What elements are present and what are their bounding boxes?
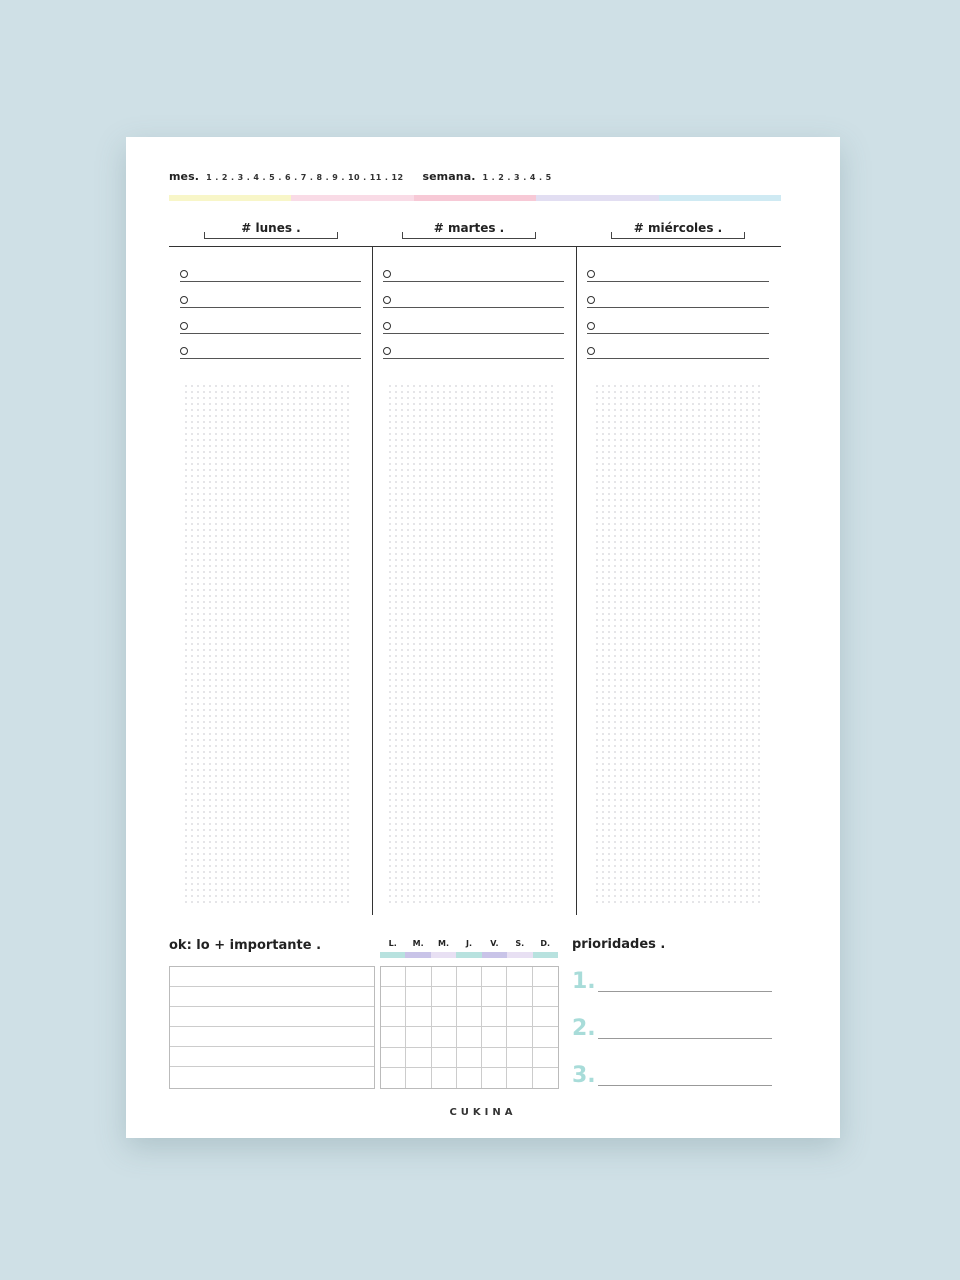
priority-number: 1. — [572, 969, 596, 994]
habit-cell[interactable] — [381, 1007, 406, 1027]
dot-grid — [594, 383, 764, 903]
day-header-martes — [402, 217, 536, 239]
habit-cell[interactable] — [482, 1068, 507, 1088]
habit-cell[interactable] — [482, 987, 507, 1007]
priority-item[interactable] — [572, 1016, 772, 1046]
dot-grid — [387, 383, 557, 903]
ok-row[interactable] — [170, 1047, 374, 1067]
habit-cell[interactable] — [533, 967, 558, 987]
habit-cell[interactable] — [432, 1007, 457, 1027]
habit-cell[interactable] — [507, 967, 532, 987]
habit-cell[interactable] — [432, 967, 457, 987]
priority-number: 3. — [572, 1063, 596, 1088]
priority-item[interactable] — [572, 969, 772, 999]
priority-item[interactable] — [572, 1063, 772, 1093]
habit-cell[interactable] — [533, 1027, 558, 1047]
header-divider — [169, 246, 781, 247]
habit-cell[interactable] — [457, 1027, 482, 1047]
habit-cell[interactable] — [457, 967, 482, 987]
task-item[interactable] — [180, 344, 361, 358]
habit-cell[interactable] — [507, 987, 532, 1007]
ok-section-title: ok: lo + importante . — [169, 938, 322, 953]
checkbox-circle-icon[interactable] — [180, 296, 188, 304]
habit-day-label: L. — [388, 939, 397, 948]
habit-cell[interactable] — [482, 1027, 507, 1047]
habit-cell[interactable] — [381, 967, 406, 987]
habit-cell[interactable] — [432, 1068, 457, 1088]
habit-cell[interactable] — [457, 1068, 482, 1088]
habit-cell[interactable] — [406, 1068, 431, 1088]
habit-cell[interactable] — [507, 1027, 532, 1047]
habit-cell[interactable] — [482, 1048, 507, 1068]
dot-grid — [183, 383, 353, 903]
checkbox-circle-icon[interactable] — [383, 347, 391, 355]
priority-number: 2. — [572, 1016, 596, 1041]
habit-cell[interactable] — [457, 1048, 482, 1068]
checkbox-circle-icon[interactable] — [383, 322, 391, 330]
task-item[interactable] — [383, 344, 564, 358]
checkbox-circle-icon[interactable] — [180, 322, 188, 330]
habit-day-label: D. — [540, 939, 551, 948]
habit-cell[interactable] — [482, 967, 507, 987]
color-bar — [169, 195, 781, 201]
checkbox-circle-icon[interactable] — [383, 296, 391, 304]
ok-row[interactable] — [170, 1067, 374, 1086]
habit-cell[interactable] — [507, 1068, 532, 1088]
habit-cell[interactable] — [432, 1048, 457, 1068]
task-item[interactable] — [180, 267, 361, 281]
task-item[interactable] — [587, 344, 769, 358]
task-item[interactable] — [587, 267, 769, 281]
day-title: # miércoles . — [633, 221, 723, 235]
ok-list — [169, 966, 375, 1089]
brand-logo: CUKINA — [449, 1107, 517, 1118]
column-divider — [372, 246, 373, 915]
habit-day-label: S. — [515, 939, 525, 948]
column-divider — [576, 246, 577, 915]
habit-day-label: M. — [438, 939, 450, 948]
day-header-miercoles — [611, 217, 745, 239]
habit-cell[interactable] — [507, 1007, 532, 1027]
color-bar-segment — [659, 195, 781, 201]
checkbox-circle-icon[interactable] — [587, 270, 595, 278]
color-bar-segment — [536, 195, 658, 201]
habit-cell[interactable] — [482, 1007, 507, 1027]
habit-day-labels — [380, 939, 558, 948]
habit-cell[interactable] — [381, 1027, 406, 1047]
habit-cell[interactable] — [432, 987, 457, 1007]
habit-cell[interactable] — [406, 1048, 431, 1068]
task-item[interactable] — [587, 293, 769, 307]
habit-cell[interactable] — [533, 1048, 558, 1068]
ok-row[interactable] — [170, 1027, 374, 1047]
color-bar-segment — [169, 195, 291, 201]
habit-cell[interactable] — [406, 987, 431, 1007]
habit-cell[interactable] — [457, 987, 482, 1007]
habit-day-label: M. — [412, 939, 424, 948]
day-title: # martes . — [433, 221, 505, 235]
checkbox-circle-icon[interactable] — [383, 270, 391, 278]
ok-row[interactable] — [170, 967, 374, 987]
day-title: # lunes . — [241, 221, 301, 235]
checkbox-circle-icon[interactable] — [180, 347, 188, 355]
priorities-title: prioridades . — [572, 937, 666, 952]
habit-cell[interactable] — [406, 1027, 431, 1047]
checkbox-circle-icon[interactable] — [587, 296, 595, 304]
habit-cell[interactable] — [381, 1068, 406, 1088]
date-selector-row — [169, 170, 552, 186]
task-item[interactable] — [587, 319, 769, 333]
habit-cell[interactable] — [533, 987, 558, 1007]
habit-cell[interactable] — [533, 1068, 558, 1088]
checkbox-circle-icon[interactable] — [587, 322, 595, 330]
habit-cell[interactable] — [457, 1007, 482, 1027]
habit-day-label: J. — [465, 939, 472, 948]
ok-row[interactable] — [170, 1007, 374, 1027]
habit-cell[interactable] — [533, 1007, 558, 1027]
week-numbers: 1 . 2 . 3 . 4 . 5 — [482, 173, 552, 182]
habit-cell[interactable] — [432, 1027, 457, 1047]
habit-cell[interactable] — [381, 987, 406, 1007]
habit-tracker-grid[interactable] — [380, 966, 559, 1089]
task-item[interactable] — [383, 267, 564, 281]
color-bar-segment — [291, 195, 413, 201]
checkbox-circle-icon[interactable] — [587, 347, 595, 355]
task-item[interactable] — [383, 319, 564, 333]
ok-row[interactable] — [170, 987, 374, 1007]
habit-cell[interactable] — [381, 1048, 406, 1068]
task-item[interactable] — [383, 293, 564, 307]
habit-cell[interactable] — [507, 1048, 532, 1068]
habit-day-label: V. — [490, 939, 499, 948]
planner-page — [126, 137, 840, 1138]
task-item[interactable] — [180, 319, 361, 333]
color-bar-segment — [414, 195, 536, 201]
task-item[interactable] — [180, 293, 361, 307]
habit-cell[interactable] — [406, 967, 431, 987]
habit-color-bar — [380, 952, 558, 958]
month-numbers: 1 . 2 . 3 . 4 . 5 . 6 . 7 . 8 . 9 . 10 . 11 . 12 — [206, 173, 404, 182]
day-header-lunes — [204, 217, 338, 239]
week-label: semana. — [422, 170, 476, 183]
habit-cell[interactable] — [406, 1007, 431, 1027]
month-label: mes. — [169, 170, 200, 183]
checkbox-circle-icon[interactable] — [180, 270, 188, 278]
